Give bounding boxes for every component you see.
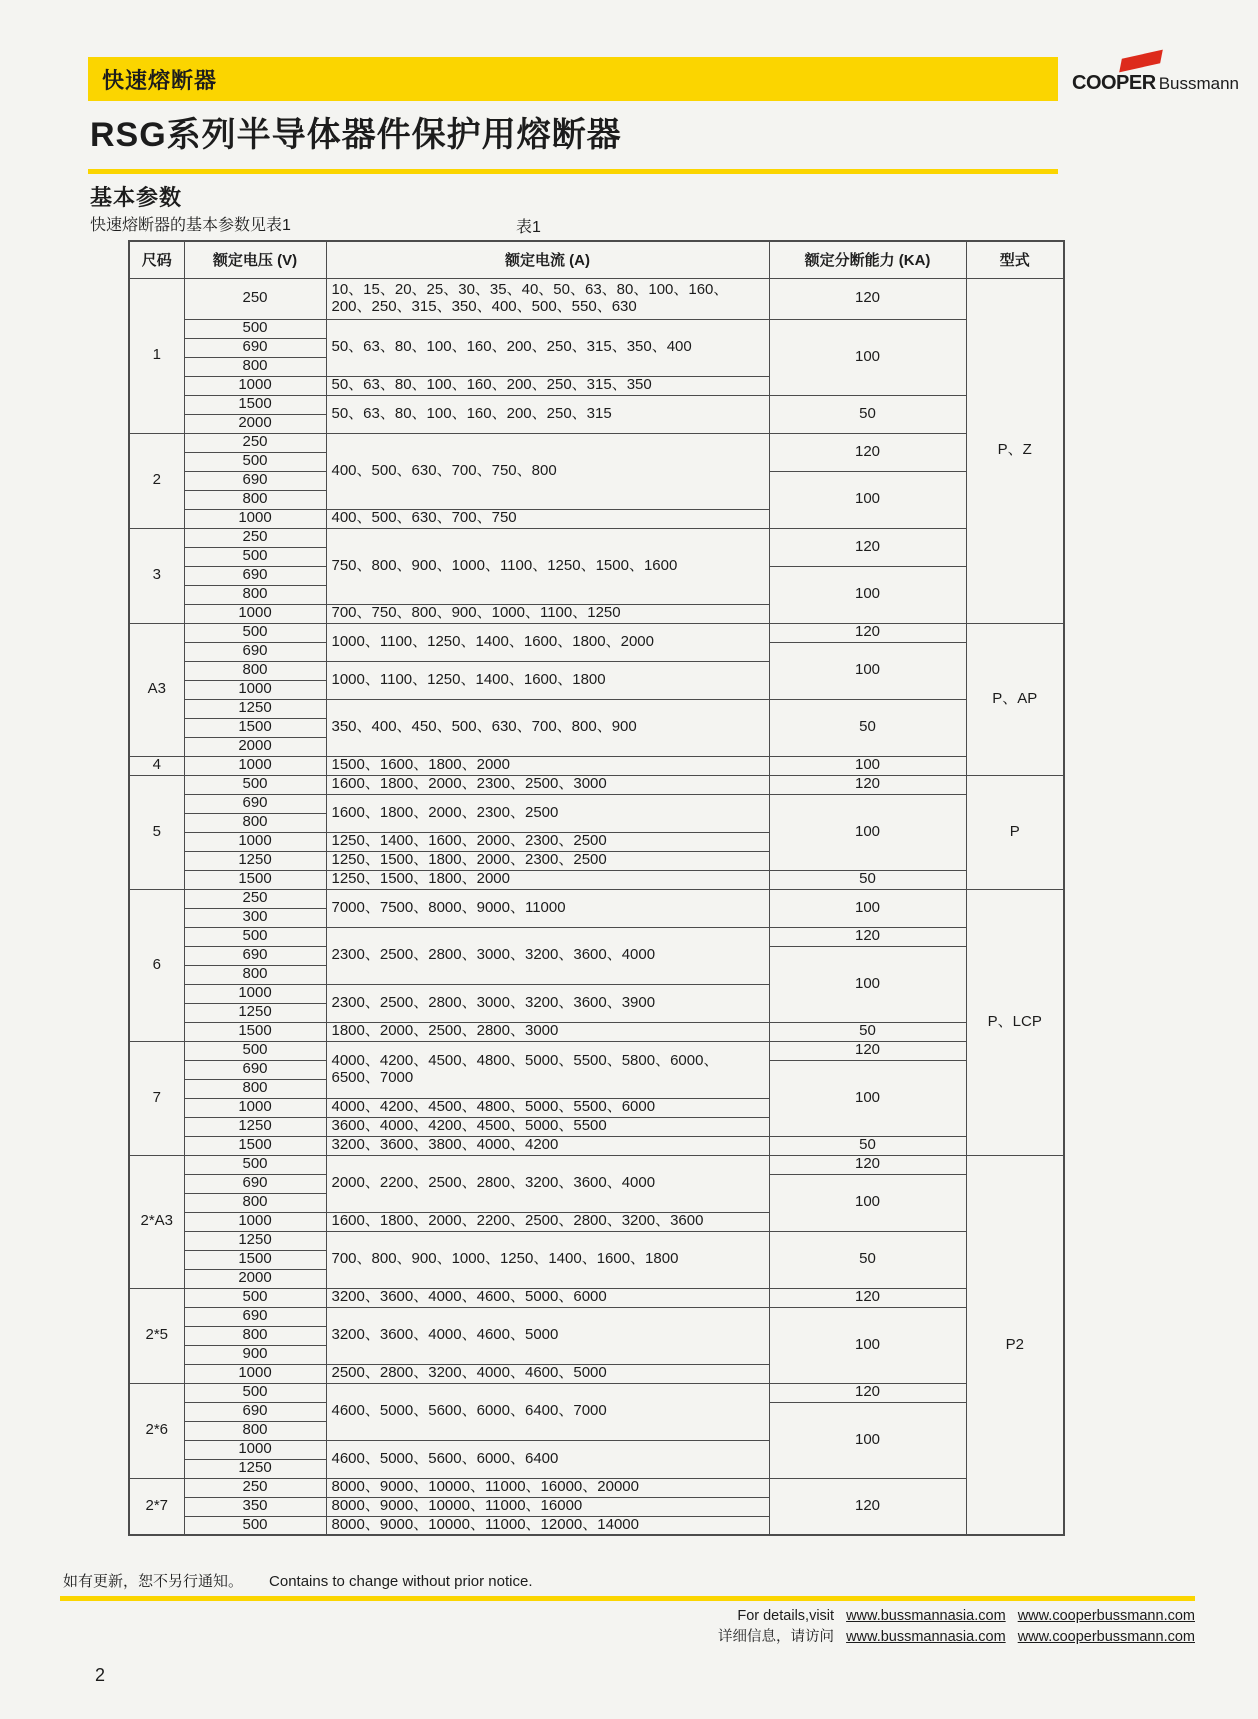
voltage-cell: 1500 [184,1136,326,1155]
voltage-cell: 1000 [184,376,326,395]
current-cell: 3200、3600、3800、4000、4200 [326,1136,769,1155]
breaking-capacity-cell: 50 [769,699,966,756]
current-cell: 8000、9000、10000、11000、16000、20000 [326,1478,769,1497]
breaking-capacity-cell: 120 [769,278,966,319]
breaking-capacity-cell: 120 [769,1478,966,1535]
col-header-type: 型式 [966,241,1064,278]
table-header-row [129,241,1064,278]
type-cell: P、LCP [966,889,1064,1155]
table-row [129,1041,1064,1060]
size-cell: 7 [129,1041,184,1155]
voltage-cell: 800 [184,357,326,376]
voltage-cell: 500 [184,319,326,338]
size-cell: 2 [129,433,184,528]
voltage-cell: 1000 [184,604,326,623]
breaking-capacity-cell: 50 [769,1022,966,1041]
logo-bussmann-text: Bussmann [1158,74,1240,93]
voltage-cell: 1000 [184,1364,326,1383]
voltage-cell: 800 [184,490,326,509]
breaking-capacity-cell: 120 [769,1041,966,1060]
current-cell: 1000、1100、1250、1400、1600、1800 [326,661,769,699]
voltage-cell: 500 [184,623,326,642]
current-cell: 1600、1800、2000、2200、2500、2800、3200、3600 [326,1212,769,1231]
current-cell: 3200、3600、4000、4600、5000 [326,1307,769,1364]
table-row [129,794,1064,813]
voltage-cell: 1000 [184,984,326,1003]
voltage-cell: 1250 [184,1117,326,1136]
table-row [129,433,1064,452]
voltage-cell: 690 [184,1402,326,1421]
voltage-cell: 690 [184,566,326,585]
footer-line-en [718,1606,1195,1627]
current-cell: 10、15、20、25、30、35、40、50、63、80、100、160、200、250、315、350、400、500、550、630 [326,278,769,319]
col-header-size: 尺码 [129,241,184,278]
intro-text: 快速熔断器的基本参数见表1 [90,217,291,234]
type-cell: P [966,775,1064,889]
current-cell: 4600、5000、5600、6000、6400 [326,1440,769,1478]
footer-line-en-prefix: For details,visit [737,1608,835,1624]
breaking-capacity-cell: 100 [769,319,966,395]
table-row [129,927,1064,946]
table-row [129,1136,1064,1155]
breaking-capacity-cell: 100 [769,642,966,699]
size-cell: 2*6 [129,1383,184,1478]
footer-link-cooperbussmann[interactable]: www.cooperbussmann.com [1017,1608,1195,1624]
voltage-cell: 800 [184,661,326,680]
table-row [129,623,1064,642]
table-row [129,1155,1064,1174]
current-cell: 7000、7500、8000、9000、11000 [326,889,769,927]
voltage-cell: 500 [184,452,326,471]
table-row [129,1307,1064,1326]
current-cell: 1500、1600、1800、2000 [326,756,769,775]
breaking-capacity-cell: 50 [769,395,966,433]
current-cell: 2500、2800、3200、4000、4600、5000 [326,1364,769,1383]
type-cell: P、AP [966,623,1064,775]
voltage-cell: 250 [184,433,326,452]
breaking-capacity-cell: 100 [769,471,966,528]
table-row [129,889,1064,908]
breaking-capacity-cell: 120 [769,1288,966,1307]
current-cell: 8000、9000、10000、11000、12000、14000 [326,1516,769,1535]
voltage-cell: 800 [184,965,326,984]
size-cell: 6 [129,889,184,1041]
size-cell: 2*7 [129,1478,184,1535]
voltage-cell: 500 [184,1155,326,1174]
voltage-cell: 1500 [184,870,326,889]
voltage-cell: 690 [184,338,326,357]
breaking-capacity-cell: 100 [769,1060,966,1136]
voltage-cell: 690 [184,642,326,661]
voltage-cell: 690 [184,794,326,813]
current-cell: 8000、9000、10000、11000、16000 [326,1497,769,1516]
footer-link-bussmannasia[interactable]: www.bussmannasia.com [846,1608,1006,1624]
change-notice [63,1570,533,1591]
voltage-cell: 250 [184,1478,326,1497]
header-bar [88,57,1058,101]
voltage-cell: 2000 [184,414,326,433]
size-cell: 2*A3 [129,1155,184,1288]
voltage-cell: 1000 [184,509,326,528]
table-row [129,1478,1064,1497]
col-header-breaking-capacity: 额定分断能力 (KA) [769,241,966,278]
breaking-capacity-cell: 100 [769,794,966,870]
voltage-cell: 500 [184,1288,326,1307]
current-cell: 750、800、900、1000、1100、1250、1500、1600 [326,528,769,604]
current-cell: 1600、1800、2000、2300、2500、3000 [326,775,769,794]
breaking-capacity-cell: 50 [769,1136,966,1155]
current-cell: 4000、4200、4500、4800、5000、5500、5800、6000、6500、7000 [326,1041,769,1098]
breaking-capacity-cell: 120 [769,528,966,566]
current-cell: 50、63、80、100、160、200、250、315 [326,395,769,433]
voltage-cell: 1000 [184,680,326,699]
voltage-cell: 1250 [184,851,326,870]
current-cell: 700、750、800、900、1000、1100、1250 [326,604,769,623]
current-cell: 4000、4200、4500、4800、5000、5500、6000 [326,1098,769,1117]
change-notice-cn: 如有更新，恕不另行通知。 [63,1573,244,1590]
table-row [129,528,1064,547]
voltage-cell: 690 [184,946,326,965]
voltage-cell: 2000 [184,737,326,756]
change-notice-en: Contains to change without prior notice. [269,1573,533,1590]
voltage-cell: 800 [184,585,326,604]
page-number: 2 [95,1665,106,1685]
breaking-capacity-cell: 50 [769,1231,966,1288]
voltage-cell: 1500 [184,395,326,414]
voltage-cell: 1000 [184,832,326,851]
current-cell: 4600、5000、5600、6000、6400、7000 [326,1383,769,1440]
breaking-capacity-cell: 100 [769,1307,966,1383]
breaking-capacity-cell: 100 [769,566,966,623]
voltage-cell: 690 [184,1060,326,1079]
current-cell: 50、63、80、100、160、200、250、315、350、400 [326,319,769,376]
voltage-cell: 1500 [184,718,326,737]
logo-cooper-text: COOPER [1072,72,1156,94]
breaking-capacity-cell: 50 [769,870,966,889]
fuse-table-body [129,278,1064,1535]
voltage-cell: 1250 [184,1231,326,1250]
voltage-cell: 1250 [184,1003,326,1022]
breaking-capacity-cell: 120 [769,927,966,946]
cooper-bussmann-logo [1072,52,1240,100]
current-cell: 3600、4000、4200、4500、5000、5500 [326,1117,769,1136]
footer-line-cn [718,1627,1195,1648]
current-cell: 400、500、630、700、750、800 [326,433,769,509]
voltage-cell: 500 [184,775,326,794]
current-cell: 3200、3600、4000、4600、5000、6000 [326,1288,769,1307]
current-cell: 1800、2000、2500、2800、3000 [326,1022,769,1041]
current-cell: 50、63、80、100、160、200、250、315、350 [326,376,769,395]
voltage-cell: 1000 [184,756,326,775]
voltage-cell: 1500 [184,1022,326,1041]
voltage-cell: 2000 [184,1269,326,1288]
voltage-cell: 500 [184,1383,326,1402]
table-row [129,870,1064,889]
table-caption: 表1 [516,219,541,236]
footer-links [718,1606,1195,1648]
size-cell: 5 [129,775,184,889]
current-cell: 400、500、630、700、750 [326,509,769,528]
breaking-capacity-cell: 120 [769,1383,966,1402]
voltage-cell: 1250 [184,1459,326,1478]
table-row [129,278,1064,319]
current-cell: 2300、2500、2800、3000、3200、3600、3900 [326,984,769,1022]
current-cell: 2000、2200、2500、2800、3200、3600、4000 [326,1155,769,1212]
size-cell: A3 [129,623,184,756]
breaking-capacity-cell: 120 [769,775,966,794]
section-heading: 基本参数 [90,185,183,210]
breaking-capacity-cell: 100 [769,1174,966,1231]
type-cell: P2 [966,1155,1064,1535]
voltage-cell: 1500 [184,1250,326,1269]
page-title: RSG系列半导体器件保护用熔断器 [90,116,622,154]
voltage-cell: 250 [184,528,326,547]
footer-link-cooperbussmann-cn[interactable]: www.cooperbussmann.com [1017,1629,1195,1645]
table-row [129,319,1064,338]
basic-parameters-table [128,240,1065,1536]
size-cell: 1 [129,278,184,433]
table-row [129,1288,1064,1307]
voltage-cell: 1000 [184,1098,326,1117]
current-cell: 1250、1500、1800、2000 [326,870,769,889]
voltage-cell: 800 [184,813,326,832]
header-bar-label: 快速熔断器 [102,67,218,93]
voltage-cell: 800 [184,1193,326,1212]
current-cell: 1000、1100、1250、1400、1600、1800、2000 [326,623,769,661]
size-cell: 3 [129,528,184,623]
breaking-capacity-cell: 100 [769,1402,966,1478]
voltage-cell: 1000 [184,1440,326,1459]
breaking-capacity-cell: 100 [769,756,966,775]
current-cell: 350、400、450、500、630、700、800、900 [326,699,769,756]
footer-line-cn-prefix: 详细信息，请访问 [718,1629,835,1645]
table-row [129,395,1064,414]
voltage-cell: 690 [184,471,326,490]
col-header-current: 额定电流 (A) [326,241,769,278]
voltage-cell: 690 [184,1307,326,1326]
voltage-cell: 800 [184,1421,326,1440]
voltage-cell: 900 [184,1345,326,1364]
current-cell: 2300、2500、2800、3000、3200、3600、4000 [326,927,769,984]
breaking-capacity-cell: 120 [769,433,966,471]
footer-divider [60,1596,1195,1601]
type-cell: P、Z [966,278,1064,623]
voltage-cell: 500 [184,547,326,566]
size-cell: 4 [129,756,184,775]
voltage-cell: 500 [184,1041,326,1060]
table-row [129,699,1064,718]
voltage-cell: 500 [184,927,326,946]
voltage-cell: 250 [184,889,326,908]
table-row [129,1022,1064,1041]
voltage-cell: 350 [184,1497,326,1516]
col-header-voltage: 额定电压 (V) [184,241,326,278]
size-cell: 2*5 [129,1288,184,1383]
voltage-cell: 800 [184,1326,326,1345]
table-row [129,756,1064,775]
breaking-capacity-cell: 120 [769,1155,966,1174]
title-divider [88,169,1058,174]
current-cell: 1600、1800、2000、2300、2500 [326,794,769,832]
voltage-cell: 1000 [184,1212,326,1231]
current-cell: 1250、1500、1800、2000、2300、2500 [326,851,769,870]
voltage-cell: 1250 [184,699,326,718]
table-row [129,1231,1064,1250]
breaking-capacity-cell: 120 [769,623,966,642]
current-cell: 700、800、900、1000、1250、1400、1600、1800 [326,1231,769,1288]
voltage-cell: 690 [184,1174,326,1193]
current-cell: 1250、1400、1600、2000、2300、2500 [326,832,769,851]
voltage-cell: 800 [184,1079,326,1098]
table-row [129,775,1064,794]
voltage-cell: 250 [184,278,326,319]
logo-flag-icon [1119,50,1163,73]
breaking-capacity-cell: 100 [769,946,966,1022]
voltage-cell: 500 [184,1516,326,1535]
voltage-cell: 300 [184,908,326,927]
footer-link-bussmannasia-cn[interactable]: www.bussmannasia.com [846,1629,1006,1645]
table-row [129,1383,1064,1402]
breaking-capacity-cell: 100 [769,889,966,927]
